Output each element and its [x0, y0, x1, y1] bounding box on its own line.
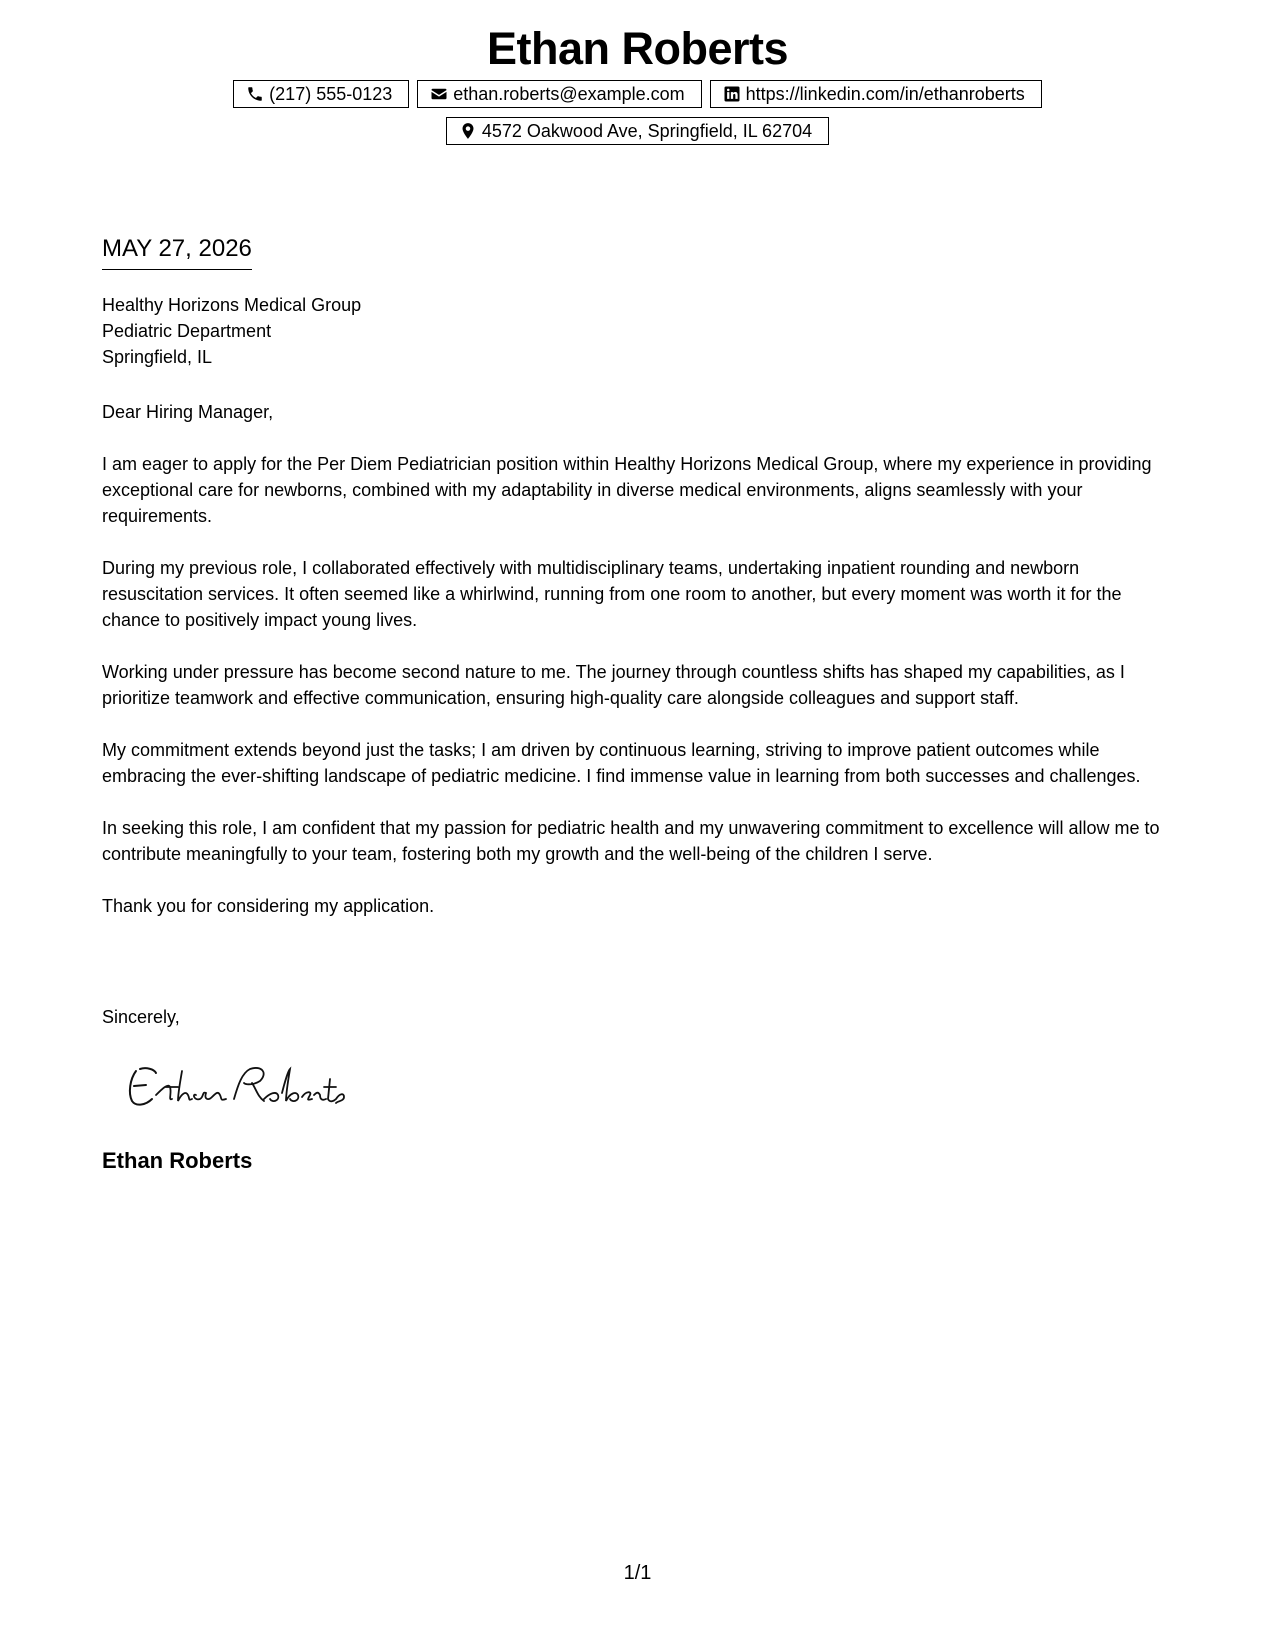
phone-chip[interactable]: [233, 80, 409, 108]
contact-row-secondary: [0, 117, 1275, 145]
closing-line: Sincerely,: [102, 1007, 180, 1027]
salutation: Dear Hiring Manager,: [102, 402, 274, 422]
page-indicator: 1/1: [623, 1562, 652, 1584]
handwritten-signature: [122, 1059, 352, 1111]
recipient-block: [102, 292, 361, 370]
recipient-company: Healthy Horizons Medical Group: [102, 295, 362, 315]
contact-row-primary: [0, 80, 1275, 108]
signer-name: Ethan Roberts: [102, 1148, 253, 1173]
phone-text: (217) 555-0123: [269, 83, 393, 104]
email-chip[interactable]: [417, 80, 701, 108]
letter-date: MAY 27, 2026: [102, 234, 252, 270]
letter-body: [102, 399, 1177, 945]
body-paragraph: My commitment extends beyond just the tasks; I am driven by continuous learning, striving to improve patient outcomes while embracing the ever-shifting landscape of pediatric medicine. I find immense value in learning from both successes and challenges.: [102, 740, 1141, 786]
email-text: ethan.roberts@example.com: [453, 83, 685, 104]
map-marker-icon: [459, 122, 477, 140]
address-chip[interactable]: [446, 117, 829, 145]
body-paragraph: Working under pressure has become second nature to me. The journey through countless shifts has shaped my capabilities, as I prioritize teamwork and effective communication, ensuring high-quality care alongside colleagues and support staff.: [102, 662, 1125, 708]
linkedin-icon: [723, 85, 741, 103]
recipient-department: Pediatric Department: [102, 321, 272, 341]
phone-icon: [246, 85, 264, 103]
linkedin-chip[interactable]: [710, 80, 1042, 108]
body-paragraph: In seeking this role, I am confident that my passion for pediatric health and my unwavering commitment to excellence will allow me to contribute meaningfully to your team, fostering both my growth and the well-being of the children I serve.: [102, 818, 1160, 864]
thanks-line: Thank you for considering my application.: [102, 896, 435, 916]
envelope-icon: [430, 85, 448, 103]
body-paragraph: During my previous role, I collaborated effectively with multidisciplinary teams, undertaking inpatient rounding and newborn resuscitation services. It often seemed like a whirlwind, running from one room to another, but every moment was worth it for the chance to positively impact young lives.: [102, 558, 1122, 630]
linkedin-text: https://linkedin.com/in/ethanroberts: [745, 83, 1025, 104]
applicant-name: Ethan Roberts: [486, 23, 789, 74]
recipient-location: Springfield, IL: [102, 347, 213, 367]
address-text: 4572 Oakwood Ave, Springfield, IL 62704: [481, 120, 813, 141]
body-paragraph: I am eager to apply for the Per Diem Pediatrician position within Healthy Horizons Medical Group, where my experience in providing exceptional care for newborns, combined with my adaptability in diverse medical environments, aligns seamlessly with your requirements.: [102, 454, 1152, 526]
